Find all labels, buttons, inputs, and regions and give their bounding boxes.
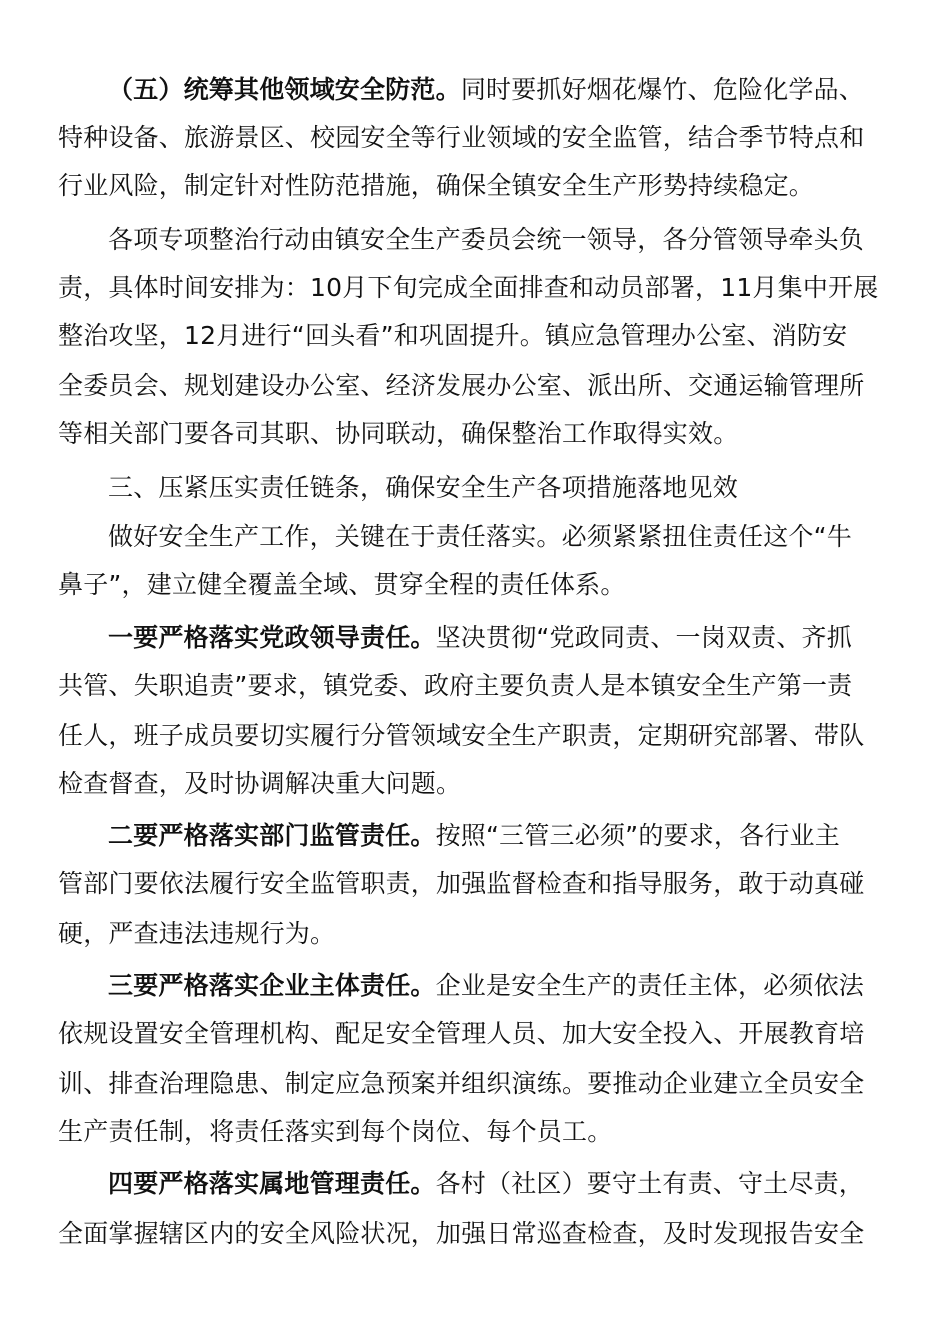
- paragraph-1-text: 同时要抓好烟花爆竹、危险化学品、: [460, 75, 865, 104]
- paragraph-4-line-1: [108, 618, 898, 658]
- paragraph-1-lead: （五）统筹其他领域安全防范。: [108, 75, 461, 104]
- paragraph-3-line-1: 做好安全生产工作，关键在于责任落实。必须紧紧扭住责任这个“牛: [108, 522, 852, 551]
- paragraph-4-text: 坚决贯彻“党政同责、一岗双责、齐抓: [435, 623, 852, 652]
- paragraph-5-line-3: 硬，严查违法违规行为。: [58, 919, 336, 948]
- paragraph-6-line-1: [108, 966, 898, 1006]
- paragraph-6-lead: 三要严格落实企业主体责任。: [108, 971, 436, 1000]
- paragraph-6-line-3: 训、排查治理隐患、制定应急预案并组织演练。要推动企业建立全员安全: [58, 1069, 865, 1098]
- paragraph-7-line-2: 全面掌握辖区内的安全风险状况，加强日常巡查检查，及时发现报告安全: [58, 1219, 865, 1248]
- paragraph-3-line-2: 鼻子”，建立健全覆盖全域、贯穿全程的责任体系。: [58, 570, 626, 599]
- paragraph-5-lead: 二要严格落实部门监管责任。: [108, 821, 436, 850]
- paragraph-2-line-2: 责，具体时间安排为：10月下旬完成全面排查和动员部署，11月集中开展: [58, 273, 879, 302]
- paragraph-7-line-1: [108, 1164, 898, 1204]
- paragraph-1-line-1: [108, 70, 898, 110]
- paragraph-7-text: 各村（社区）要守土有责、守土尽责，: [435, 1169, 865, 1198]
- section-heading-3: 三、压紧压实责任链条，确保安全生产各项措施落地见效: [108, 473, 739, 502]
- paragraph-7-lead: 四要严格落实属地管理责任。: [108, 1169, 436, 1198]
- paragraph-5-text: 按照“三管三必须”的要求，各行业主: [435, 821, 840, 850]
- paragraph-6-line-2: 依规设置安全管理机构、配足安全管理人员、加大安全投入、开展教育培: [58, 1019, 865, 1048]
- paragraph-1-line-2: 特种设备、旅游景区、校园安全等行业领域的安全监管，结合季节特点和: [58, 123, 865, 152]
- paragraph-5-line-1: [108, 816, 898, 856]
- paragraph-4-line-3: 任人，班子成员要切实履行分管领域安全生产职责，定期研究部署、带队: [58, 721, 865, 750]
- paragraph-4-line-4: 检查督查，及时协调解决重大问题。: [58, 769, 462, 798]
- paragraph-6-line-4: 生产责任制，将责任落实到每个岗位、每个员工。: [58, 1117, 613, 1146]
- paragraph-2-line-1: 各项专项整治行动由镇安全生产委员会统一领导，各分管领导牵头负: [108, 225, 865, 254]
- paragraph-6-text: 企业是安全生产的责任主体，必须依法: [435, 971, 865, 1000]
- paragraph-2-line-5: 等相关部门要各司其职、协同联动，确保整治工作取得实效。: [58, 419, 739, 448]
- paragraph-4-lead: 一要严格落实党政领导责任。: [108, 623, 436, 652]
- paragraph-5-line-2: 管部门要依法履行安全监管职责，加强监督检查和指导服务，敢于动真碰: [58, 869, 865, 898]
- paragraph-2-line-3: 整治攻坚，12月进行“回头看”和巩固提升。镇应急管理办公室、消防安: [58, 321, 848, 350]
- paragraph-1-line-3: 行业风险，制定针对性防范措施，确保全镇安全生产形势持续稳定。: [58, 171, 815, 200]
- paragraph-4-line-2: 共管、失职追责”要求，镇党委、政府主要负责人是本镇安全生产第一责: [58, 671, 853, 700]
- paragraph-2-line-4: 全委员会、规划建设办公室、经济发展办公室、派出所、交通运输管理所: [58, 371, 865, 400]
